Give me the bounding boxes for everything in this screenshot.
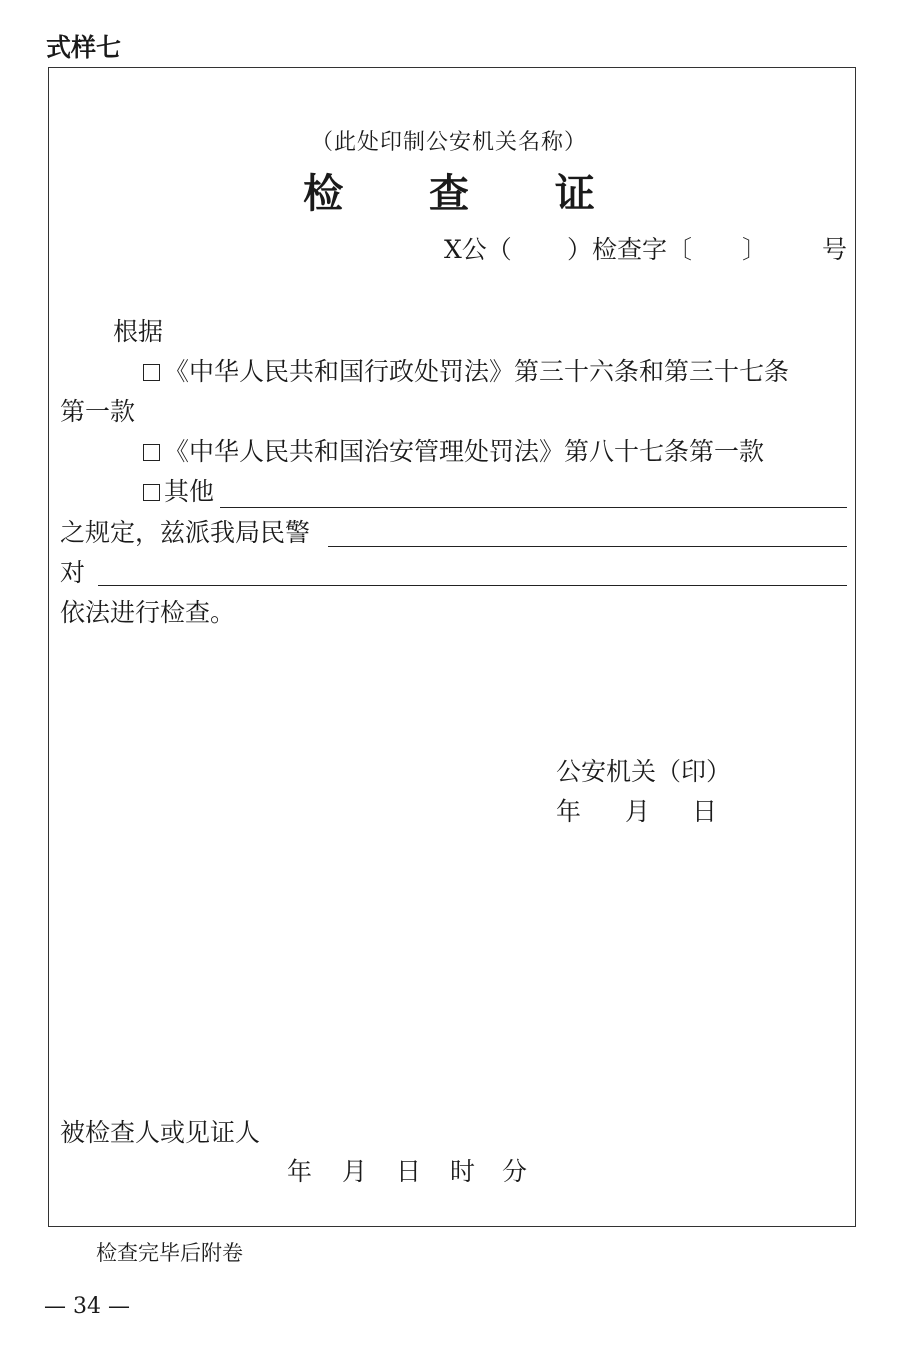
sample-label: 式样七 xyxy=(46,33,122,62)
option-security-law-text: 《中华人民共和国治安管理处罚法》第八十七条第一款 xyxy=(164,437,765,466)
basis-option-other xyxy=(143,474,214,510)
authority-seal: 公安机关（印） xyxy=(556,757,732,786)
basis-option-admin-penalty-law xyxy=(143,354,789,390)
sign-date-day: 日 xyxy=(692,797,718,826)
basis-label: 根据 xyxy=(113,317,164,346)
docno-middle: ）检查字〔 xyxy=(567,235,693,264)
checkbox-admin-penalty-law[interactable] xyxy=(143,364,160,381)
document-title: 检 查 证 xyxy=(303,170,631,217)
inspected-person-label: 被检查人或见证人 xyxy=(60,1118,261,1147)
inspected-date-hour: 时 xyxy=(450,1157,476,1186)
closing-text: 依法进行检查。 xyxy=(60,598,236,627)
checkbox-security-law[interactable] xyxy=(143,444,160,461)
docno-bracket-close: 〕 xyxy=(742,235,768,264)
filing-note: 检查完毕后附卷 xyxy=(96,1241,243,1265)
inspected-date-month: 月 xyxy=(342,1157,368,1186)
basis-option-security-law xyxy=(143,434,764,470)
sign-date-year: 年 xyxy=(556,797,582,826)
option-admin-penalty-law-text: 《中华人民共和国行政处罚法》第三十六条和第三十七条 xyxy=(164,357,790,386)
page-number: — 34 — xyxy=(44,1294,130,1319)
checkbox-other[interactable] xyxy=(143,484,160,501)
inspection-target-fill-line[interactable] xyxy=(98,585,847,586)
officer-name-fill-line[interactable] xyxy=(328,546,847,547)
agency-name-placeholder: （此处印制公安机关名称） xyxy=(310,130,587,155)
option-other-text: 其他 xyxy=(164,477,215,506)
docno-suffix: 号 xyxy=(822,235,848,264)
docno-prefix: X公（ xyxy=(444,235,512,264)
target-label: 对 xyxy=(60,558,86,587)
other-basis-fill-line[interactable] xyxy=(220,507,847,508)
dispatch-text: 之规定，兹派我局民警 xyxy=(60,518,311,547)
inspected-date-year: 年 xyxy=(287,1157,313,1186)
option-admin-penalty-law-continuation: 第一款 xyxy=(60,397,136,426)
inspected-date-day: 日 xyxy=(396,1157,422,1186)
sign-date-month: 月 xyxy=(625,797,651,826)
inspected-date-minute: 分 xyxy=(502,1157,528,1186)
